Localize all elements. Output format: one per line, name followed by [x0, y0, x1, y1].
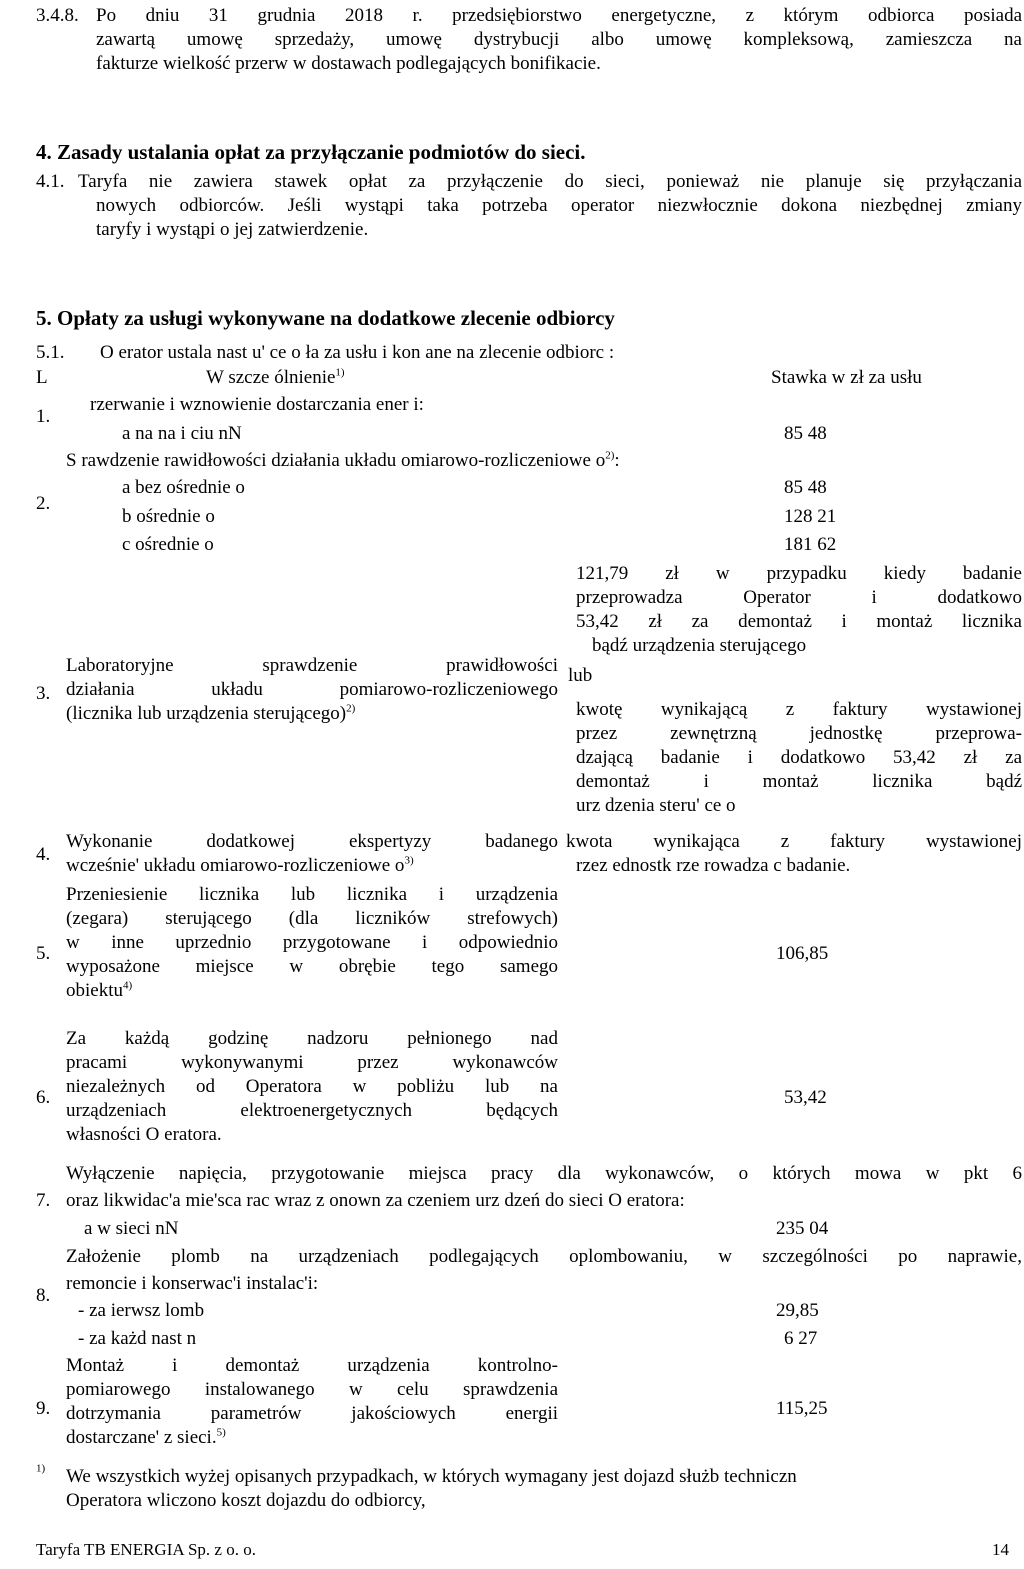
row-6-value: 53,42: [784, 1087, 827, 1108]
row-5-value: 106,85: [776, 943, 829, 964]
text-line: [66, 979, 558, 1003]
row-7-line-2: oraz likwidac'a mie'sca rac wraz z onown za czeniem urz dzeń do sieci O eratora:: [66, 1190, 685, 1211]
text-line: 121,79 zł w przypadku kiedy badanie: [576, 563, 1022, 584]
text-line: Montaż i demontaż urządzenia kontrolno-: [66, 1355, 558, 1376]
text-line: dzającą badanie i dodatkowo 53,42 zł za: [576, 747, 1022, 768]
row-2-heading-tail: :: [614, 450, 620, 471]
row-6-description: [66, 1027, 558, 1147]
row-2-sub-a: a bez ośrednie o: [122, 477, 245, 498]
text-line: Laboratoryjne sprawdzenie prawidłowości: [66, 655, 558, 676]
row-9-value: 115,25: [776, 1398, 828, 1419]
text-line: działania układu pomiarowo-rozliczeniowego: [66, 679, 558, 700]
text-line: fakturze wielkość przerw w dostawach podlegających bonifikacie.: [96, 53, 601, 74]
row-1-sub-a: a na na i ciu nN: [122, 423, 242, 444]
text-line: wyposażone miejsce w obrębie tego samego: [66, 956, 558, 977]
footnote-mark: 1): [36, 1462, 46, 1475]
text-line-content: wcześnie' układu omiarowo-rozliczeniowe o: [66, 855, 405, 876]
footnote-ref: 2): [346, 702, 356, 715]
text-line-content: (licznika lub urządzenia sterującego): [66, 703, 347, 724]
footnote-text: [66, 1465, 797, 1513]
text-line-content: obiektu: [66, 980, 123, 1001]
text-line: taryfy i wystąpi o jej zatwierdzenie.: [96, 219, 369, 240]
text-line: przez zewnętrzną jednostkę przeprowa-: [576, 723, 1022, 744]
footnote-ref: 2): [605, 449, 615, 462]
column-header-lp: L: [36, 367, 48, 388]
column-header-rate: Stawka w zł za usłu: [771, 367, 922, 388]
row-8-value-a: 29,85: [776, 1300, 819, 1321]
row-1-value-a: 85 48: [784, 423, 827, 444]
text-line: przeprowadza Operator i dodatkowo: [576, 587, 1022, 608]
column-header-description: [206, 366, 345, 390]
text-line: 53,42 zł za demontaż i montaż licznika: [576, 611, 1022, 632]
section-4-1-number: 4.1.: [36, 171, 65, 192]
row-number: 4.: [36, 844, 51, 865]
text-line: Po dniu 31 grudnia 2018 r. przedsiębiorstwo energetyczne, z którym odbiorca posiada: [96, 5, 1022, 26]
row-number: 5.: [36, 943, 51, 964]
row-3-rate-option-2: [576, 698, 1022, 818]
row-number: 9.: [36, 1398, 51, 1419]
text-line: urządzeniach elektroenergetycznych będących: [66, 1100, 558, 1121]
text-line: We wszystkich wyżej opisanych przypadkach, w których wymagany jest dojazd służb techniczn: [66, 1466, 797, 1487]
footnote-marker: [36, 1462, 45, 1486]
row-2-value-c: 181 62: [784, 534, 837, 555]
text-line: niezależnych od Operatora w pobliżu lub na: [66, 1076, 558, 1097]
row-2-sub-c: c ośrednie o: [122, 534, 214, 555]
text-line: [66, 854, 558, 878]
text-line-content: dostarczane' z sieci.: [66, 1427, 217, 1448]
text-line: pomiarowego instalowanego w celu sprawdzenia: [66, 1379, 558, 1400]
row-number: 8.: [36, 1285, 51, 1306]
text-line: Wykonanie dodatkowej ekspertyzy badanego: [66, 831, 558, 852]
text-line: pracami wykonywanymi przez wykonawców: [66, 1052, 558, 1073]
footnote-ref: 4): [123, 979, 133, 992]
row-number: 3.: [36, 683, 51, 704]
row-4-rate: [566, 830, 1022, 878]
row-2-value-b: 128 21: [784, 506, 837, 527]
row-7-value-a: 235 04: [776, 1218, 829, 1239]
text-line: kwota wynikająca z faktury wystawionej: [566, 831, 1022, 852]
section-3-4-8-number: 3.4.8.: [36, 5, 79, 26]
row-4-description: [66, 830, 558, 878]
row-8-value-b: 6 27: [784, 1328, 818, 1349]
row-3-rate-option-1: [576, 562, 1022, 658]
row-1-heading: rzerwanie i wznowienie dostarczania ener i:: [90, 394, 424, 415]
page-number: 14: [992, 1540, 1009, 1559]
row-9-description: [66, 1354, 558, 1450]
row-number: 2.: [36, 493, 51, 514]
row-7-sub-a: a w sieci nN: [84, 1218, 179, 1239]
text-line: kwotę wynikającą z faktury wystawionej: [576, 699, 1022, 720]
row-2-sub-b: b ośrednie o: [122, 506, 215, 527]
text-line: demontaż i montaż licznika bądź: [576, 771, 1022, 792]
text-line: urz dzenia steru' ce o: [576, 795, 736, 816]
row-number: 6.: [36, 1087, 51, 1108]
footnote-ref: 3): [404, 854, 414, 867]
footnote-ref: 1): [335, 366, 345, 379]
section-5-1-number: 5.1.: [36, 342, 65, 363]
text-line: nowych odbiorców. Jeśli wystąpi taka potrzeba operator niezwłocznie dokona niezbędnej zmiany: [96, 195, 1022, 216]
section-4-heading: 4. Zasady ustalania opłat za przyłączanie podmiotów do sieci.: [36, 140, 586, 164]
row-number: 1.: [36, 406, 51, 427]
section-5-1-text: O erator ustala nast u' ce o ła za usłu i kon ane na zlecenie odbiorc :: [100, 342, 615, 363]
row-5-description: [66, 883, 558, 1003]
text-line: Za każdą godzinę nadzoru pełnionego nad: [66, 1028, 558, 1049]
row-2-heading-text: S rawdzenie rawidłowości działania układu omiarowo-rozliczeniowe o: [66, 450, 606, 471]
text-line: [66, 702, 558, 726]
row-3-or: lub: [568, 665, 593, 686]
text-line: w inne uprzednio przygotowane i odpowiednio: [66, 932, 558, 953]
row-8-sub-a: - za ierwsz lomb: [78, 1300, 205, 1321]
text-line: [66, 1426, 558, 1450]
text-line: własności O eratora.: [66, 1124, 222, 1145]
section-5-heading: 5. Opłaty za usługi wykonywane na dodatkowe zlecenie odbiorcy: [36, 306, 615, 330]
row-2-value-a: 85 48: [784, 477, 827, 498]
text-line: Przeniesienie licznika lub licznika i urządzenia: [66, 884, 558, 905]
section-4-1-text: [78, 170, 1022, 242]
footnote-ref: 5): [216, 1426, 226, 1439]
text-line: Operatora wliczono koszt dojazdu do odbiorcy,: [66, 1490, 426, 1511]
text-line: Taryfa nie zawiera stawek opłat za przyłączenie do sieci, ponieważ nie planuje się przyłączania: [78, 171, 1022, 192]
footer-title: Taryfa TB ENERGIA Sp. z o. o.: [36, 1540, 256, 1559]
row-number: 7.: [36, 1190, 51, 1211]
row-8-sub-b: - za każd nast n: [78, 1328, 197, 1349]
text-line: bądź urządzenia sterującego: [592, 635, 807, 656]
row-8-line-2: remoncie i konserwac'i instalac'i:: [66, 1273, 319, 1294]
column-header-description-text: W szcze ólnienie: [206, 367, 336, 388]
row-8-line-1: Założenie plomb na urządzeniach podlegających oplombowaniu, w szczególności po naprawie,: [66, 1246, 1022, 1267]
text-line: rzez ednostk rze rowadza c badanie.: [576, 855, 851, 876]
row-2-heading: [66, 449, 620, 473]
text-line: (zegara) sterującego (dla liczników strefowych): [66, 908, 558, 929]
row-7-line-1: Wyłączenie napięcia, przygotowanie miejsca pracy dla wykonawców, o których mowa w pkt 6: [66, 1163, 1022, 1184]
row-3-description: [66, 654, 558, 726]
text-line: zawartą umowę sprzedaży, umowę dystrybucji albo umowę kompleksową, zamieszcza na: [96, 29, 1022, 50]
text-line: dotrzymania parametrów jakościowych energii: [66, 1403, 558, 1424]
section-3-4-8-text: [96, 4, 1022, 76]
